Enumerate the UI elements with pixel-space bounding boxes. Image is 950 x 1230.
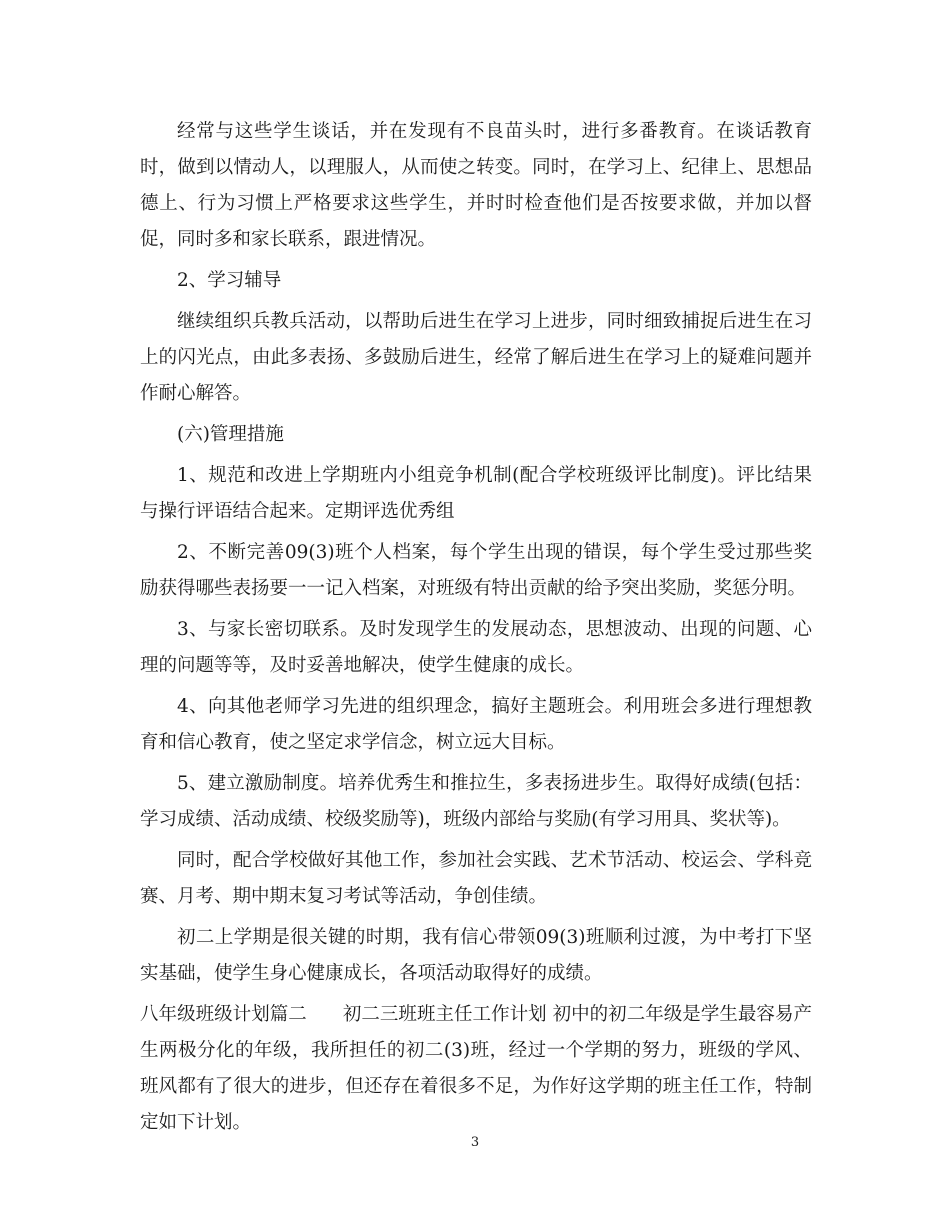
heading-management-measures: (六)管理措施: [177, 424, 284, 445]
plan-two-body: 初二三班班主任工作计划 初中的初二年级是学生最容易产生两极分化的年级，我所担任的初二(3)班，经过一个学期的努力，班级的学风、班风都有了很大的进步，但还存在着很多不足，为作好这学期的班主任工作，特制定如下计划。: [140, 1004, 812, 1133]
paragraph-measure-3: 3、与家长密切联系。及时发现学生的发展动态，思想波动、出现的问题、心理的问题等等，及时妥善地解决，使学生健康的成长。: [140, 619, 812, 676]
document-body: [140, 114, 812, 1146]
paragraph-talk-education: 经常与这些学生谈话，并在发现有不良苗头时，进行多番教育。在谈话教育时，做到以情动人，以理服人，从而使之转变。同时，在学习上、纪律上、思想品德上、行为习惯上严格要求这些学生，并时时检查他们是否按要求做，并加以督促，同时多和家长联系，跟进情况。: [140, 121, 812, 250]
paragraph-peer-tutoring: 继续组织兵教兵活动，以帮助后进生在学习上进步，同时细致捕捉后进生在习上的闪光点，由此多表扬、多鼓励后进生，经常了解后进生在学习上的疑难问题并作耐心解答。: [140, 311, 812, 404]
plan-two-heading: 八年级班级计划篇二: [140, 1004, 307, 1025]
paragraph-measure-5: 5、建立激励制度。培养优秀生和推拉生，多表扬进步生。取得好成绩(包括：学习成绩、活动成绩、校级奖励等)，班级内部给与奖励(有学习用具、奖状等)。: [140, 773, 812, 830]
paragraph-measure-4: 4、向其他老师学习先进的组织理念，搞好主题班会。利用班会多进行理想教育和信心教育，使之坚定求学信念，树立远大目标。: [140, 696, 812, 753]
paragraph-plan-two: [140, 997, 812, 1141]
heading-study-tutoring: 2、学习辅导: [177, 270, 282, 291]
page-number: 3: [470, 1135, 480, 1150]
paragraph-other-work: 同时，配合学校做好其他工作，参加社会实践、艺术节活动、校运会、学科竞赛、月考、期中期末复习考试等活动，争创佳绩。: [140, 850, 812, 907]
paragraph-conclusion: 初二上学期是很关键的时期，我有信心带领09(3)班顺利过渡，为中考打下坚实基础，使学生身心健康成长，各项活动取得好的成绩。: [140, 927, 812, 984]
paragraph-measure-1: 1、规范和改进上学期班内小组竞争机制(配合学校班级评比制度)。评比结果与操行评语结合起来。定期评选优秀组: [140, 465, 812, 522]
paragraph-measure-2: 2、不断完善09(3)班个人档案，每个学生出现的错误，每个学生受过那些奖励获得哪些表扬要一一记入档案，对班级有特出贡献的给予突出奖励，奖惩分明。: [140, 542, 812, 599]
